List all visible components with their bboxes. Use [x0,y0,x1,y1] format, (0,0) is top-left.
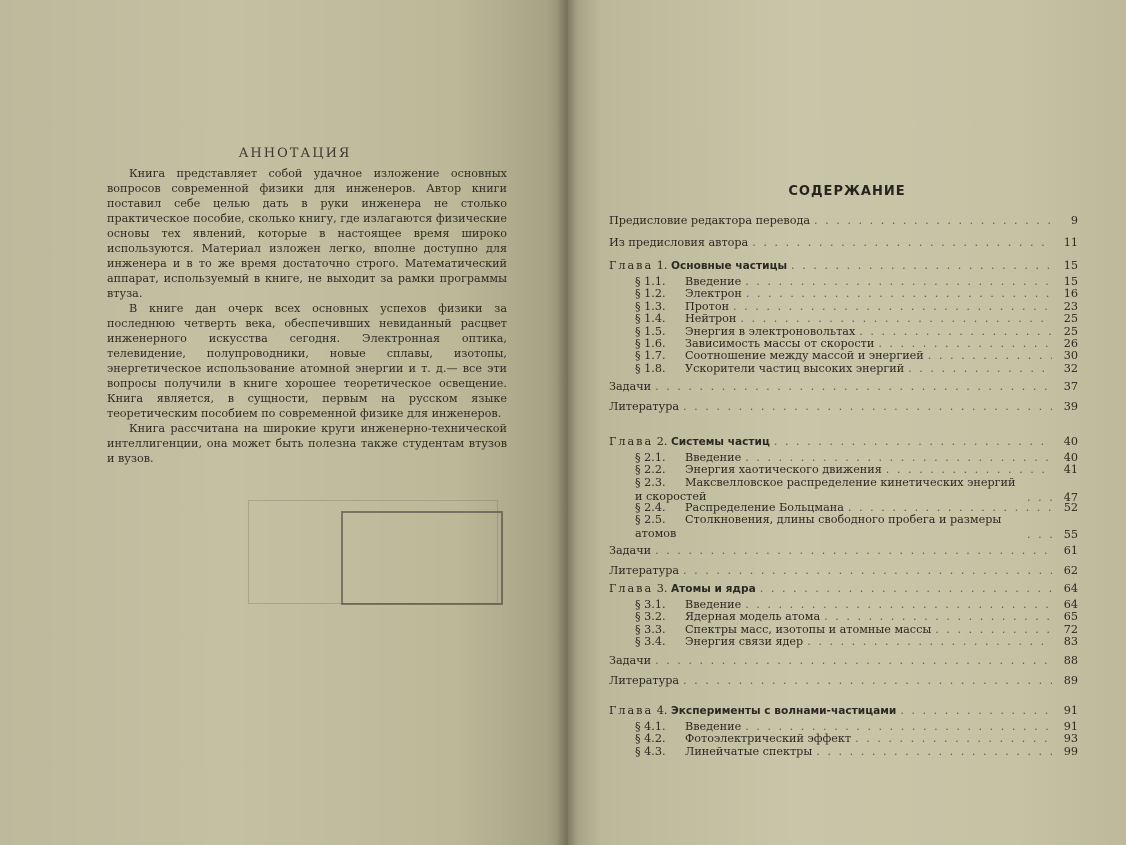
toc-entry-label: Предисловие редактора перевода [609,214,811,227]
toc-section-label [635,300,729,313]
toc-page-number: 99 [1063,744,1078,758]
section-title: Ускорители частиц высоких энергий [685,361,905,375]
toc-page-number: 15 [1063,259,1078,272]
annotation-body [107,166,507,466]
section-title: Введение [685,598,742,611]
section-title: Спектры масс, изотопы и атомные массы [685,622,932,636]
section-title: Линейчатые спектры [685,744,813,758]
toc-entry-label: Задачи [609,380,652,394]
toc-chapter-label [609,582,756,595]
right-page [568,0,1126,845]
section-number: § 2.5. [635,513,666,526]
toc-section-label [635,598,741,611]
leader-dots [774,435,1052,448]
book-gutter [556,0,578,845]
toc-title: СОДЕРЖАНИЕ [788,184,906,199]
toc-section-label [635,635,803,648]
section-title: Энергия в электроновольтах [685,324,856,338]
leader-dots [745,720,1052,733]
section-title: Соотношение между массой и энергией [685,349,924,363]
section-number: § 2.2. [635,463,666,477]
toc-section-entry [635,476,1078,504]
section-number: § 4.2. [635,732,666,746]
section-number: § 3.3. [635,622,666,636]
section-title: Введение [685,451,742,464]
section-number: § 4.3. [635,744,666,758]
leader-dots [740,312,1052,325]
chapter-title: Эксперименты с волнами-частицами [670,705,897,717]
toc-page-number: 32 [1063,361,1078,375]
leader-dots [745,451,1052,464]
section-title: Столкновения, длины свободного пробега и размеры атомов [635,513,1002,540]
leader-dots [791,259,1052,272]
toc-entry-preface-author [609,236,1078,250]
annotation-title: АННОТАЦИЯ [238,146,352,161]
leader-dots [878,337,1052,350]
toc-page-number: 9 [1070,214,1078,227]
toc-literature-entry [609,400,1078,414]
section-title: Фотоэлектрический эффект [685,732,852,746]
toc-page-number: 30 [1063,349,1078,363]
toc-section-entry [635,513,1078,541]
section-number: § 1.4. [635,312,666,326]
section-number: § 1.1. [635,275,666,288]
chapter-word: Глава [609,259,654,272]
chapter-word: Глава [609,582,654,595]
section-number: § 2.1. [635,451,666,464]
toc-section-label [635,501,844,514]
annotation-paragraph: Книга представляет собой удачное изложение основных вопросов современной физики для инженеров. Автор книги поставил себе целью дать в руки инженера не столько практическое пособие, сколько книгу, где излагаются физические основы тех явлений, которые в настоящее время широко используются. Материал изложен легко, вполне доступно для инженера и в то же время достаточно строго. Математический аппарат, используемый в книге, не выходит за рамки программы втуза. [107,167,507,300]
section-title: Распределение Больцмана [685,500,844,514]
toc-section-label [635,451,741,464]
toc-entry-label: Литература [609,563,680,577]
section-number: § 1.7. [635,349,666,363]
section-title: Энергия связи ядер [685,635,804,649]
section-number: § 2.3. [635,475,666,489]
toc-page-number: 40 [1063,435,1078,448]
toc-page-number: 72 [1063,622,1078,636]
toc-section-entry [635,745,1078,759]
toc-chapter-label [609,435,770,448]
toc-entry-preface-editor [609,214,1078,228]
leader-dots [816,745,1052,758]
toc-section-label [635,732,851,745]
toc-page-number: 55 [1063,528,1078,541]
toc-section-label [635,312,736,325]
section-number: § 1.6. [635,337,666,350]
toc-tasks-entry [609,654,1078,668]
toc-section-label [635,337,874,350]
section-number: § 1.8. [635,361,666,375]
toc-entry-label: Задачи [609,543,652,557]
leader-dots [733,300,1052,313]
toc-section-entry [635,362,1078,376]
toc-page-number: 47 [1063,490,1078,504]
leader-dots [824,610,1052,623]
section-number: § 4.1. [635,720,666,733]
annotation-paragraph: В книге дан очерк всех основных успехов физики за последнюю четверть века, обеспечивших невиданный расцвет инженерного искусства сегодня. Электронная оптика, телевидение, полупроводники, новые сплавы, изотопы, энергетическое использование атомной энергии и т. д.— все эти вопросы получили в книге хорошее теоретическое освещение. Книга является, в сущности, первым на русском языке теоретическим пособием по современной физике для инженеров. [107,302,507,420]
toc-entry-label: Литература [609,400,680,414]
toc-chapter-heading [609,704,1078,718]
leader-dots [655,654,1052,667]
section-title: Зависимость массы от скорости [685,337,875,350]
leader-dots [814,214,1052,227]
toc-page-number: 15 [1063,275,1078,288]
leader-dots [683,564,1052,577]
toc-entry-label: Литература [609,673,680,687]
toc-section-label [635,349,924,362]
library-stamp [341,511,503,605]
toc-section-label [635,476,1023,504]
toc-page-number: 41 [1063,463,1078,477]
toc-tasks-entry [609,380,1078,394]
leader-dots [683,400,1052,413]
toc-section-label [635,362,904,375]
toc-entry-label: Из предисловия автора [609,236,749,249]
toc-section-label [635,325,855,338]
leader-dots [745,275,1052,288]
toc-page-number: 25 [1063,324,1078,338]
toc-page-number: 37 [1063,380,1078,394]
toc-page-number: 16 [1063,287,1078,301]
toc-page-number: 88 [1063,653,1078,667]
section-title: Максвелловское распределение кинетических энергий и скоростей [635,475,1016,503]
toc-page-number: 23 [1063,299,1078,313]
toc-chapter-heading [609,435,1078,449]
toc-literature-entry [609,674,1078,688]
toc-page-number: 65 [1063,610,1078,624]
chapter-word: Глава [609,435,654,448]
leader-dots [1027,528,1052,541]
leader-dots [752,236,1052,249]
toc-page-number: 91 [1063,720,1078,733]
toc-tasks-entry [609,544,1078,558]
chapter-number: 2. [656,435,668,448]
toc-page-number: 26 [1063,337,1078,350]
section-title: Введение [685,720,742,733]
leader-dots [745,598,1052,611]
toc-page-number: 89 [1063,673,1078,687]
section-title: Введение [685,275,742,288]
section-title: Энергия хаотического движения [685,463,882,477]
toc-page-number: 83 [1063,635,1078,649]
section-title: Нейтрон [685,312,737,326]
chapter-title: Основные частицы [670,260,788,272]
section-number: § 3.2. [635,610,666,624]
toc-chapter-label [609,259,787,272]
leader-dots [859,325,1052,338]
leader-dots [760,582,1052,595]
leader-dots [807,635,1052,648]
section-number: § 1.2. [635,287,666,301]
toc-section-label [635,463,882,476]
toc-section-label [635,275,741,288]
chapter-number: 3. [656,582,668,595]
toc-literature-entry [609,564,1078,578]
toc-page-number: 64 [1063,582,1078,595]
leader-dots [655,544,1052,557]
chapter-title: Атомы и ядра [670,583,756,595]
chapter-number: 4. [656,704,668,717]
toc-page-number: 91 [1063,704,1078,717]
toc-section-label [635,513,1023,541]
leader-dots [928,349,1052,362]
chapter-number: 1. [656,259,668,272]
toc-section-label [635,623,931,636]
toc-page-number: 40 [1063,451,1078,464]
section-number: § 1.5. [635,324,666,338]
toc-page-number: 11 [1063,236,1078,249]
toc-section-label [635,610,820,623]
leader-dots [855,732,1052,745]
leader-dots [746,287,1052,300]
leader-dots [935,623,1052,636]
section-title: Ядерная модель атома [685,610,821,624]
toc-page-number: 62 [1063,563,1078,577]
section-title: Протон [685,299,730,313]
section-number: § 2.4. [635,500,666,514]
toc-page-number: 93 [1063,732,1078,746]
toc-page-number: 61 [1063,543,1078,557]
toc-page-number: 25 [1063,312,1078,326]
section-number: § 3.1. [635,598,666,611]
chapter-word: Глава [609,704,654,717]
chapter-title: Системы частиц [670,436,770,448]
toc-entry-label: Задачи [609,653,652,667]
leader-dots [683,674,1052,687]
toc-section-label [635,720,741,733]
toc-chapter-label [609,704,896,717]
leader-dots [886,463,1052,476]
leader-dots [900,704,1052,717]
toc-page-number: 64 [1063,598,1078,611]
toc-chapter-heading [609,582,1078,596]
leader-dots [908,362,1052,375]
toc-page-number: 39 [1063,400,1078,414]
toc-section-entry [635,635,1078,649]
toc-page-number: 52 [1063,500,1078,514]
annotation-paragraph: Книга рассчитана на широкие круги инженерно-технической интеллигенции, она может быть полезна также студентам втузов и вузов. [107,422,507,465]
toc-section-label [635,287,742,300]
toc-section-label [635,745,812,758]
toc-chapter-heading [609,259,1078,273]
section-title: Электрон [685,287,742,301]
section-number: § 1.3. [635,299,666,313]
section-number: § 3.4. [635,635,666,649]
leader-dots [848,501,1052,514]
leader-dots [655,380,1052,393]
